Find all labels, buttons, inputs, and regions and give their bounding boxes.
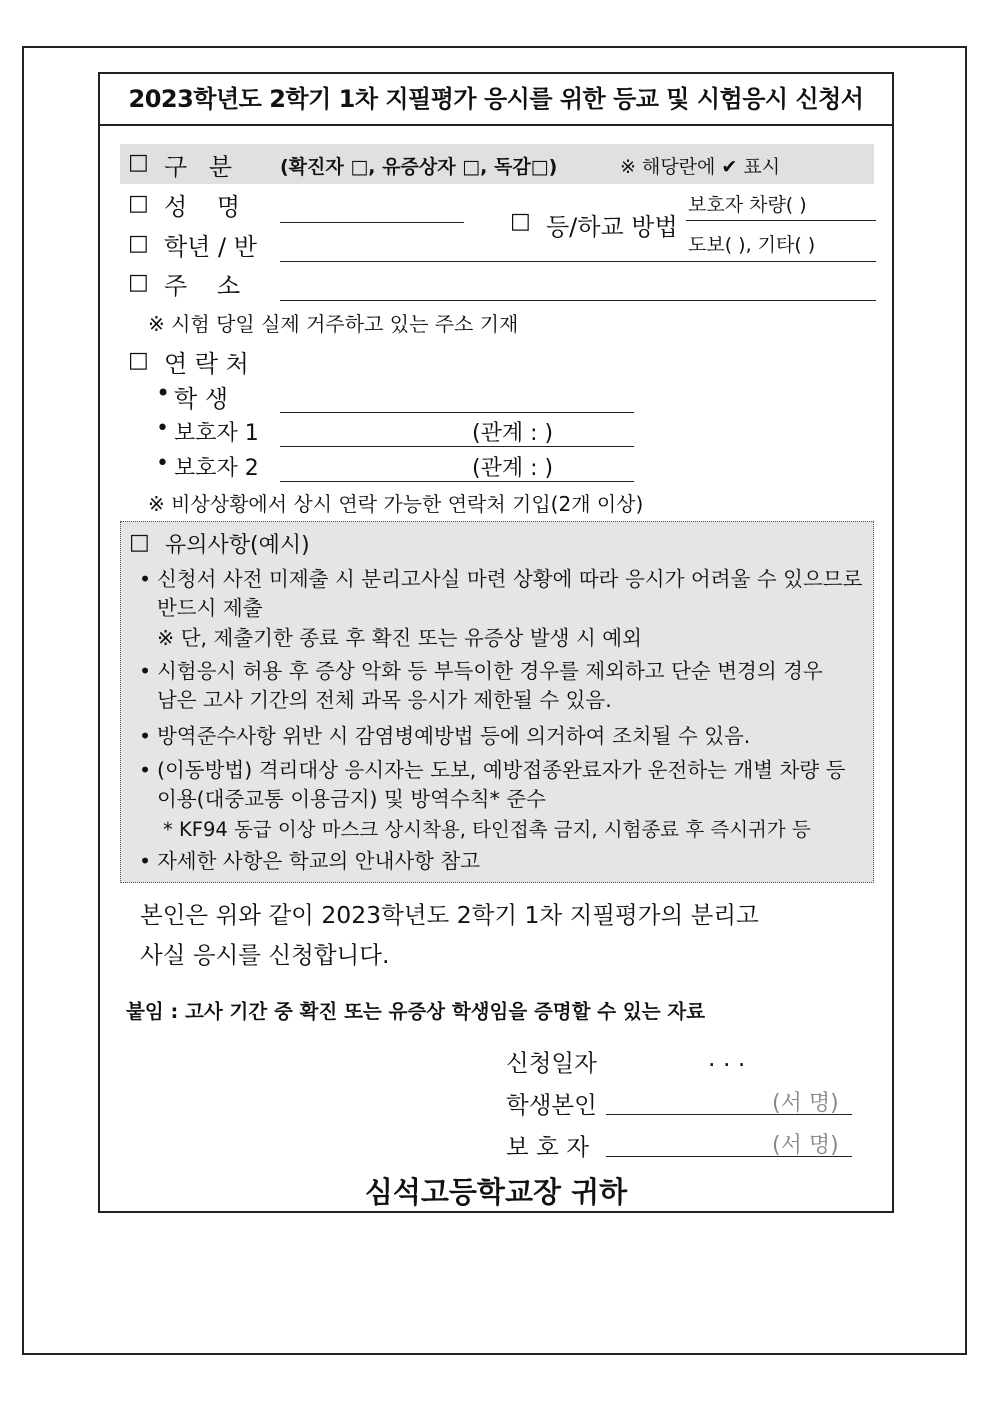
contact-note: ※ 비상상황에서 상시 연락 가능한 연락처 기입(2개 이상): [148, 492, 644, 516]
notes-box: [120, 521, 874, 883]
application-form: [98, 72, 894, 1213]
commute-option-car[interactable]: 보호자 차량( ): [688, 194, 807, 216]
contact-guardian2-field[interactable]: [280, 481, 634, 482]
attachment-note: 붙임 : 고사 기간 중 확진 또는 유증상 학생임을 증명할 수 있는 자료: [126, 1000, 706, 1023]
contact-guardian2-label: 보호자 2: [174, 456, 259, 481]
contact-guardian1-relation[interactable]: (관계 : ): [472, 421, 554, 446]
notes-item-4-cont: 이용(대중교통 이용금지) 및 방역수칙* 준수: [157, 787, 546, 811]
commute-divider: [686, 220, 876, 221]
contact-guardian2-relation[interactable]: (관계 : ): [472, 456, 554, 481]
contact-guardian1-field[interactable]: [280, 446, 634, 447]
student-sign-placeholder: (서 명): [772, 1091, 839, 1116]
address-checkbox[interactable]: □: [128, 270, 149, 295]
contact-label: 연 락 처: [164, 350, 249, 378]
contact-guardian1-label: 보호자 1: [174, 421, 259, 446]
application-date-label: 신청일자: [506, 1049, 597, 1077]
addressee: 심석고등학교장 귀하: [364, 1175, 628, 1209]
guardian-sign-placeholder: (서 명): [772, 1133, 839, 1158]
address-note: ※ 시험 당일 실제 거주하고 있는 주소 기재: [148, 312, 519, 336]
grade-class-checkbox[interactable]: □: [128, 231, 149, 256]
name-field[interactable]: [280, 222, 464, 223]
student-sign-label: 학생본인: [506, 1091, 597, 1119]
form-title: 2023학년도 2학기 1차 지필평가 응시를 위한 등교 및 시험응시 신청서: [100, 74, 892, 126]
name-label: 성 명: [164, 193, 240, 221]
commute-label: 등/하교 방법: [546, 213, 678, 241]
notes-heading: 유의사항(예시): [165, 533, 310, 558]
name-checkbox[interactable]: □: [128, 191, 149, 216]
notes-item-5: • 자세한 사항은 학교의 안내사항 참고: [157, 847, 480, 876]
notes-item-2-cont: 남은 고사 기간의 전체 과목 응시가 제한될 수 있음.: [157, 688, 612, 712]
commute-option-walk[interactable]: 도보( ), 기타( ): [688, 234, 816, 256]
notes-item-4-sub: * KF94 동급 이상 마스크 상시착용, 타인접촉 금지, 시험종료 후 즉시귀가 등: [163, 818, 811, 841]
contact-student-field[interactable]: [280, 412, 634, 413]
declaration-line-1: 본인은 위와 같이 2023학년도 2학기 1차 지필평가의 분리고: [140, 901, 759, 929]
notes-item-4: • (이동방법) 격리대상 응시자는 도보, 예방접종완료자가 운전하는 개별 차량 등: [157, 756, 846, 785]
category-label: 구 분: [164, 153, 232, 181]
notes-item-2: • 시험응시 허용 후 증상 악화 등 부득이한 경우를 제외하고 단순 변경의 경우: [157, 657, 823, 686]
declaration-line-2: 사실 응시를 신청합니다.: [140, 941, 390, 969]
notes-item-1-sub: ※ 단, 제출기한 종료 후 확진 또는 유증상 발생 시 예외: [157, 626, 642, 650]
category-hint: ※ 해당란에 ✔ 표시: [620, 156, 781, 178]
contact-checkbox[interactable]: □: [128, 348, 149, 373]
contact-student-label: • 학 생: [174, 379, 228, 414]
notes-item-1: • 신청서 사전 미제출 시 분리고사실 마련 상황에 따라 응시가 어려울 수 있으므로: [157, 565, 862, 594]
guardian-sign-label: 보 호 자: [506, 1133, 590, 1161]
notes-item-1-cont: 반드시 제출: [157, 596, 263, 620]
address-field[interactable]: [280, 300, 876, 301]
commute-checkbox[interactable]: □: [510, 209, 531, 234]
category-checkbox[interactable]: □: [128, 150, 149, 175]
bullet-icon: •: [156, 451, 169, 476]
application-date-field[interactable]: . . .: [708, 1044, 746, 1072]
category-options[interactable]: (확진자 □, 유증상자 □, 독감□): [280, 156, 558, 178]
address-label: 주 소: [164, 272, 240, 300]
notes-checkbox: □: [129, 530, 150, 555]
grade-class-label: 학년 / 반: [164, 233, 257, 261]
grade-class-field[interactable]: [280, 261, 876, 262]
notes-item-3: • 방역준수사항 위반 시 감염병예방법 등에 의거하여 조치될 수 있음.: [157, 722, 750, 751]
bullet-icon: •: [156, 416, 169, 441]
